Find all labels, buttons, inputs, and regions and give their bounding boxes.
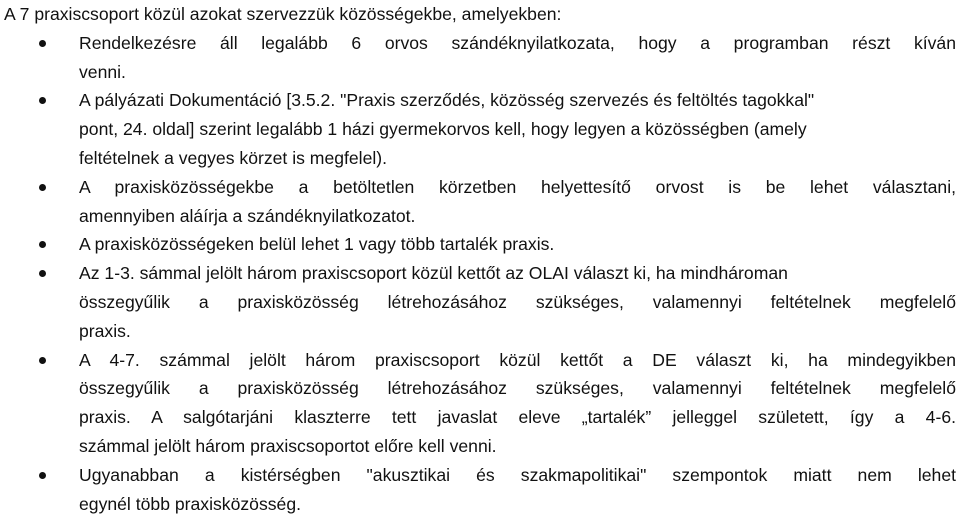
list-item-line: A praxisközösségekbe a betöltetlen körzetben helyettesítő orvost is be lehet választani,: [79, 176, 956, 197]
list-item-olai: [4, 259, 956, 345]
list-item-line: praxis.: [79, 320, 131, 341]
list-item-line: összegyűlik a praxisközösség létrehozásához szükséges, valamennyi feltételnek megfelelő: [79, 291, 956, 312]
list-item-line: egynél több praxisközösség.: [79, 493, 302, 514]
list-item-line: A pályázati Dokumentáció [3.5.2. "Praxis szerződés, közösség szervezés és feltöltés tagokkal": [79, 90, 815, 111]
list-item-substitute: [4, 173, 956, 231]
bullet-icon: [39, 40, 46, 47]
list-item-line: pont, 24. oldal] szerint legalább 1 házi gyermekorvos kell, hogy legyen a közösségben (amely: [79, 119, 807, 140]
list-item-availability: [4, 29, 956, 87]
bullet-icon: [39, 472, 46, 479]
bullet-icon: [39, 97, 46, 104]
list-item-subregion: [4, 461, 956, 518]
list-item-line: praxis. A salgótarjáni klaszterre tett javaslat eleve „tartalék” jelleggel született, így a 4-6.: [79, 407, 956, 428]
list-item-line: A praxisközösségeken belül lehet 1 vagy több tartalék praxis.: [79, 234, 555, 255]
bullet-icon: [39, 184, 46, 191]
list-item-line: összegyűlik a praxisközösség létrehozásához szükséges, valamennyi feltételnek megfelelő: [79, 378, 956, 399]
list-item-line: feltételnek a vegyes körzet is megfelel).: [79, 147, 388, 168]
bullet-icon: [39, 270, 46, 277]
list-item-line: Rendelkezésre áll legalább 6 orvos szándéknyilatkozata, hogy a programban részt kíván: [79, 32, 956, 53]
list-item-line: venni.: [79, 61, 126, 82]
bullet-icon: [39, 357, 46, 364]
document-body: [4, 0, 956, 518]
bullet-icon: [39, 241, 46, 248]
list-item-line: számmal jelölt három praxiscsoportot előre kell venni.: [79, 435, 497, 456]
list-item-line: A 4-7. számmal jelölt három praxiscsoport közül kettőt a DE választ ki, ha mindegyikben: [79, 349, 956, 370]
bullet-list: [4, 29, 956, 518]
list-item-line: amennyiben aláírja a szándéknyilatkozatot.: [79, 205, 416, 226]
intro-paragraph: A 7 praxiscsoport közül azokat szervezzük közösségekbe, amelyekben:: [4, 4, 562, 24]
list-item-pediatrician: [4, 86, 956, 172]
list-item-de: [4, 346, 956, 461]
list-item-line: Ugyanabban a kistérségben "akusztikai és szakmapolitikai" szempontok miatt nem lehet: [79, 464, 956, 485]
list-item-line: Az 1-3. sámmal jelölt három praxiscsoport közül kettőt az OLAI választ ki, ha mindhároman: [79, 263, 788, 284]
list-item-reserve: [4, 230, 956, 259]
